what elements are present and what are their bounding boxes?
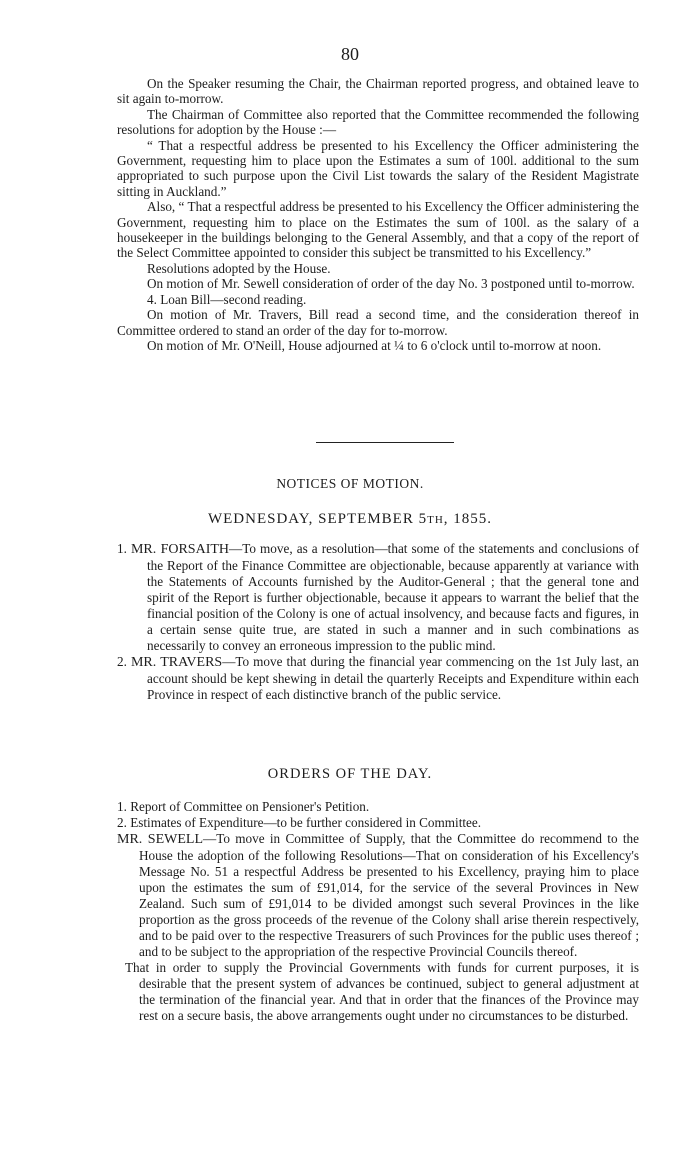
proceedings-paragraph: On motion of Mr. Travers, Bill read a second time, and the consideration thereof in Committee ordered to stand an order of the day for to-morrow.: [117, 307, 639, 338]
notice-text: —To move, as a resolution—that some of the statements and conclusions of the Report of the Finance Committee are objectionable, because apparently at variance with the Statements of Accounts furnished by the Auditor-General ; that the general tone and spirit of the Report is further objectionable, because it appears to warrant the belief that the financial position of the Colony is one of actual insolvency, and because facts and figures, in a certain sense quite true, are stated in such a manner and in such combinations as necessarily to convey an erroneous impression to the public mind.: [147, 541, 639, 653]
notice-number: 1.: [117, 541, 127, 556]
order-motion-member: MR. SEWELL: [117, 832, 204, 847]
proceedings-paragraph: The Chairman of Committee also reported that the Committee recommended the following resolutions for adoption by the House :—: [117, 106, 639, 138]
notice-item: [117, 654, 639, 703]
notice-member: MR. TRAVERS: [130, 655, 223, 670]
proceedings-paragraph: “ That a respectful address be presented to his Excellency the Officer administering the Government, requesting him to place upon the Estimates a sum of 100l. additional to the sum appropriated to such purpose upon the Civil List towards the salary of the Resident Magistrate sitting in Auckland.”: [117, 137, 639, 199]
notice-member: MR. FORSAITH: [130, 542, 230, 557]
notice-text: —To move that during the financial year commencing on the 1st July last, an account should be kept shewing in detail the quarterly Receipts and Expenditure within each Province in respect of each distinctive branch of the public service.: [147, 654, 639, 702]
date-suffix: TH: [427, 514, 444, 526]
orders-list: [117, 799, 639, 1024]
order-item: 1. Report of Committee on Pensioner's Petition.: [117, 799, 370, 814]
proceedings-paragraph: On motion of Mr. O'Neill, House adjourned at ¼ to 6 o'clock until to-morrow at noon.: [147, 337, 602, 353]
proceedings-paragraph: Resolutions adopted by the House.: [147, 260, 331, 276]
page-number: 80: [341, 44, 359, 64]
proceedings-paragraph: On the Speaker resuming the Chair, the Chairman reported progress, and obtained leave to sit again to-morrow.: [117, 76, 639, 107]
orders-heading: ORDERS OF THE DAY.: [267, 766, 433, 782]
proceedings-paragraph: Also, “ That a respectful address be presented to his Excellency the Officer administering the Government, requesting him to place on the Estimates the sum of 100l. as the salary of a housekeeper in the buildings belonging to the General Assembly, and that a copy of the report of the Select Committee appointed to consider this subject be transmitted to his Excellency.”: [117, 199, 639, 261]
date-year: , 1855.: [443, 511, 493, 527]
order-motion: [117, 831, 639, 960]
proceedings-paragraph: On motion of Mr. Sewell consideration of order of the day No. 3 postponed until to-morrow.: [147, 276, 635, 292]
notices-date: [0, 511, 700, 528]
date-main: WEDNESDAY, SEPTEMBER 5: [207, 511, 428, 527]
notice-number: 2.: [117, 654, 127, 669]
order-item: 2. Estimates of Expenditure—to be further considered in Committee.: [117, 815, 482, 830]
section-divider: [316, 442, 454, 443]
order-motion-text: —To move in Committee of Supply, that the Committee do recommend to the House the adoption of the following Resolutions—That on consideration of his Excellency's Message No. 51 a respectful Address be presented to his Excellency, praying him to place upon the estimates the sum of £91,014, for the service of the several Provinces in New Zealand. Such sum of £91,014 to be divided amongst such several Provinces in the like proportion as the gross proceeds of the revenue of the Colony shall arise therein respectively, and to be paid over to the respective Treasurers of such Provinces for the public uses thereof ; and to be subject to the appropriation of the respective Provincial Councils thereof.: [139, 831, 639, 959]
proceedings-section: [117, 76, 639, 353]
proceedings-paragraph: 4. Loan Bill—second reading.: [147, 291, 307, 307]
notices-heading: NOTICES OF MOTION.: [276, 476, 424, 491]
notices-list: [117, 541, 639, 703]
notice-item: [117, 541, 639, 654]
order-closing-paragraph: That in order to supply the Provincial Governments with funds for current purposes, it is desirable that the present system of advances be continued, subject to general adjustment at the termination of the financial year. And that in order that the finances of the Province may rest on a secure basis, the above arrangements ought under no circumstances to be disturbed.: [125, 960, 639, 1023]
